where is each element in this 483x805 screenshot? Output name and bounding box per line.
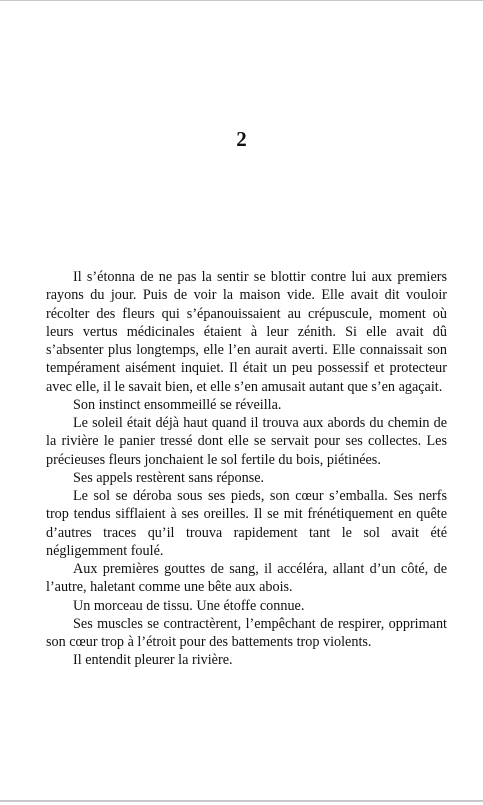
paragraph: Il entendit pleurer la rivière. xyxy=(73,652,233,669)
page-bottom-border xyxy=(0,800,483,802)
paragraph: Il s’étonna de ne pas la sentir se blottir contre lui aux premiers rayons du jour. Puis de voir la maison vide. Elle avait dit vouloir récolter des fleurs qui s’épanouissaient au crépuscule, moment où leurs vertus médicinales étaient à leur zénith. Si elle avait dû s’absenter plus longtemps, elle l’en aurait averti. Elle connaissait son tempérament aisément inquiet. Il était un peu possessif et protecteur avec elle, il le savait bien, et elle s’en amusait autant que s’en agaçait. xyxy=(46,269,447,395)
paragraph: Un morceau de tissu. Une étoffe connue. xyxy=(73,597,305,614)
chapter-number: 2 xyxy=(236,127,247,151)
page-top-border xyxy=(0,0,483,1)
paragraph: Ses appels restèrent sans réponse. xyxy=(73,469,265,486)
paragraph: Le sol se déroba sous ses pieds, son cœur s’emballa. Ses nerfs trop tendus sifflaient à ses oreilles. Il se mit frénétiquement en quête d’autres traces qu’il trouva rapidement tant le sol avait été négligemment foulé. xyxy=(46,488,447,559)
paragraph: Aux premières gouttes de sang, il accéléra, allant d’un côté, de l’autre, haletant comme une bête aux abois. xyxy=(46,561,447,596)
paragraph: Le soleil était déjà haut quand il trouva aux abords du chemin de la rivière le panier tressé dont elle se servait pour ses collectes. Les précieuses fleurs jonchaient le sol fertile du bois, piétinées. xyxy=(46,415,447,468)
paragraph: Son instinct ensommeillé se réveilla. xyxy=(73,396,282,413)
paragraph: Ses muscles se contractèrent, l’empêchant de respirer, opprimant son cœur trop à l’étroit pour des battements trop violents. xyxy=(46,615,447,650)
chapter-body xyxy=(46,268,447,670)
